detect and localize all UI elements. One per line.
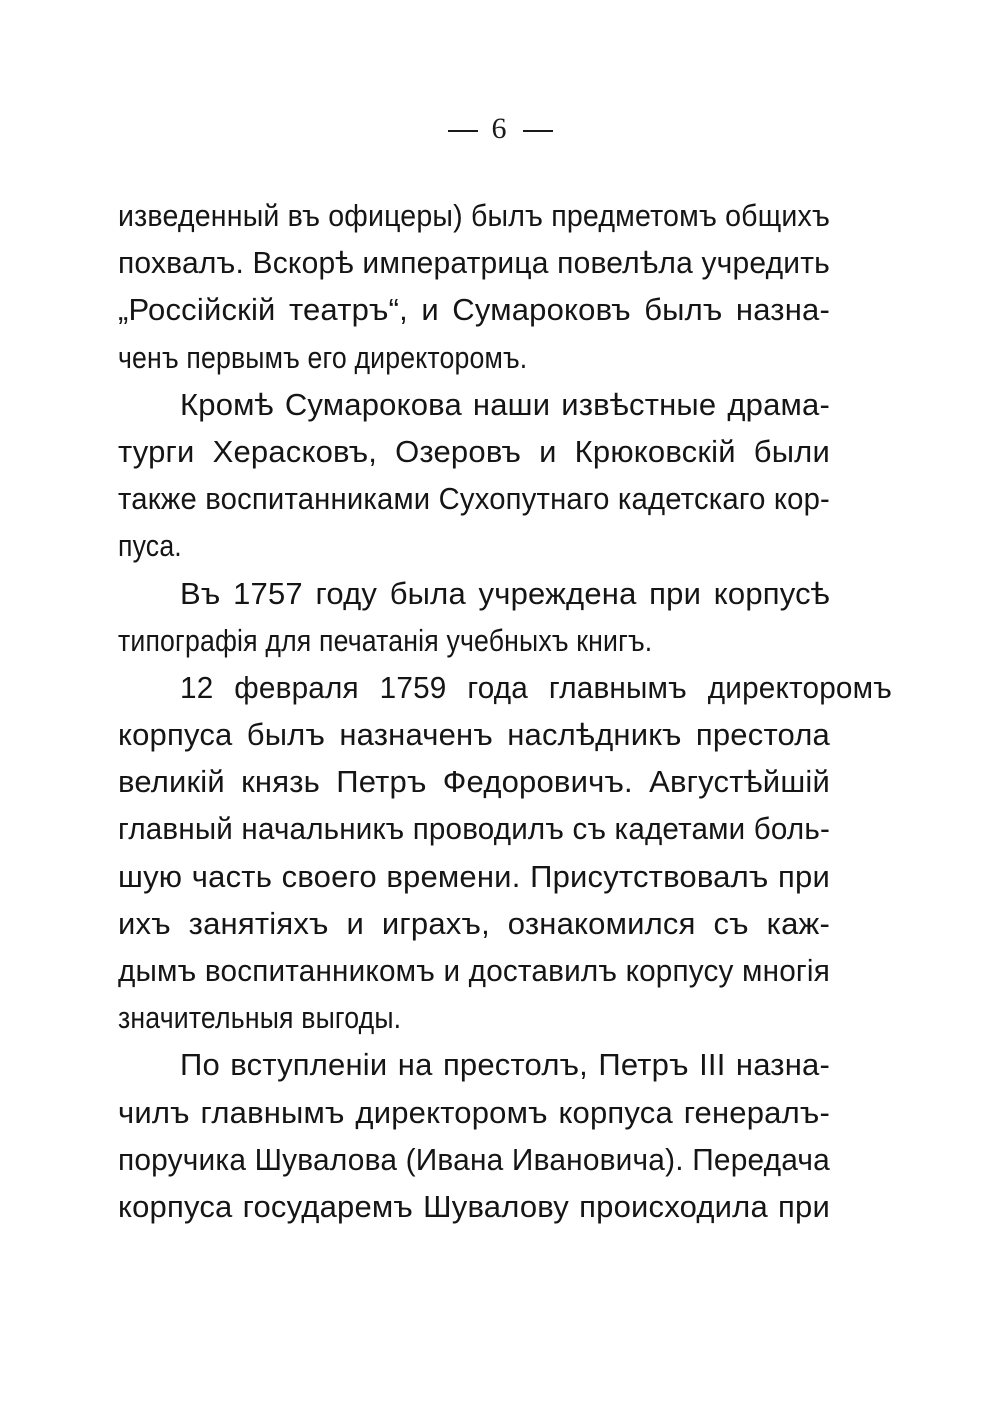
page-number-value: 6: [491, 112, 509, 145]
text-line: пуса.: [118, 528, 182, 564]
text-line: Въ 1757 году была учреждена при корпусѣ: [180, 575, 830, 611]
text-line: По вступленіи на престолъ, Петръ III назна-: [180, 1047, 830, 1083]
paragraph: [118, 1041, 830, 1230]
text-line: поручика Шувалова (Ивана Ивановича). Передача: [118, 1141, 830, 1177]
text-line: ихъ занятіяхъ и играхъ, ознакомился съ каж-: [118, 905, 830, 941]
text-line: главный начальникъ проводилъ съ кадетами боль-: [118, 811, 830, 847]
text-line: Кромѣ Сумарокова наши извѣстные драма-: [180, 386, 830, 422]
text-line: великій князь Петръ Федоровичъ. Августѣйшій: [118, 764, 830, 800]
text-line: шую часть своего времени. Присутствовалъ при: [118, 858, 830, 894]
paragraph: [118, 192, 830, 381]
paragraph: [118, 664, 892, 1042]
text-line: похвалъ. Вскорѣ императрица повелѣла учредить: [118, 245, 830, 281]
page-body: [118, 192, 892, 1230]
text-line: типографія для печатанія учебныхъ книгъ.: [118, 622, 653, 658]
text-line: корпуса государемъ Шувалову происходила при: [118, 1188, 830, 1224]
paragraph: [118, 381, 830, 570]
page-number-dash-left: [448, 130, 478, 132]
page-number-dash-right: [523, 130, 553, 132]
text-line: дымъ воспитанникомъ и доставилъ корпусу многія: [118, 953, 830, 988]
text-line: турги Херасковъ, Озеровъ и Крюковскій были: [118, 433, 830, 469]
text-line: 12 февраля 1759 года главнымъ директоромъ: [179, 669, 892, 705]
paragraph: [118, 570, 830, 664]
text-line: чилъ главнымъ директоромъ корпуса генералъ-: [118, 1094, 830, 1130]
text-line: значительныя выгоды.: [118, 1000, 402, 1036]
page-number: [0, 112, 1000, 146]
text-line: также воспитанниками Сухопутнаго кадетскаго кор-: [118, 481, 830, 517]
text-line: „Россійскій театръ“, и Сумароковъ былъ назна-: [118, 292, 830, 328]
text-line: корпуса былъ назначенъ наслѣдникъ престола: [118, 717, 830, 753]
text-line: ченъ первымъ его директоромъ.: [118, 339, 528, 375]
text-line: изведенный въ офицеры) былъ предметомъ общихъ: [118, 198, 830, 233]
